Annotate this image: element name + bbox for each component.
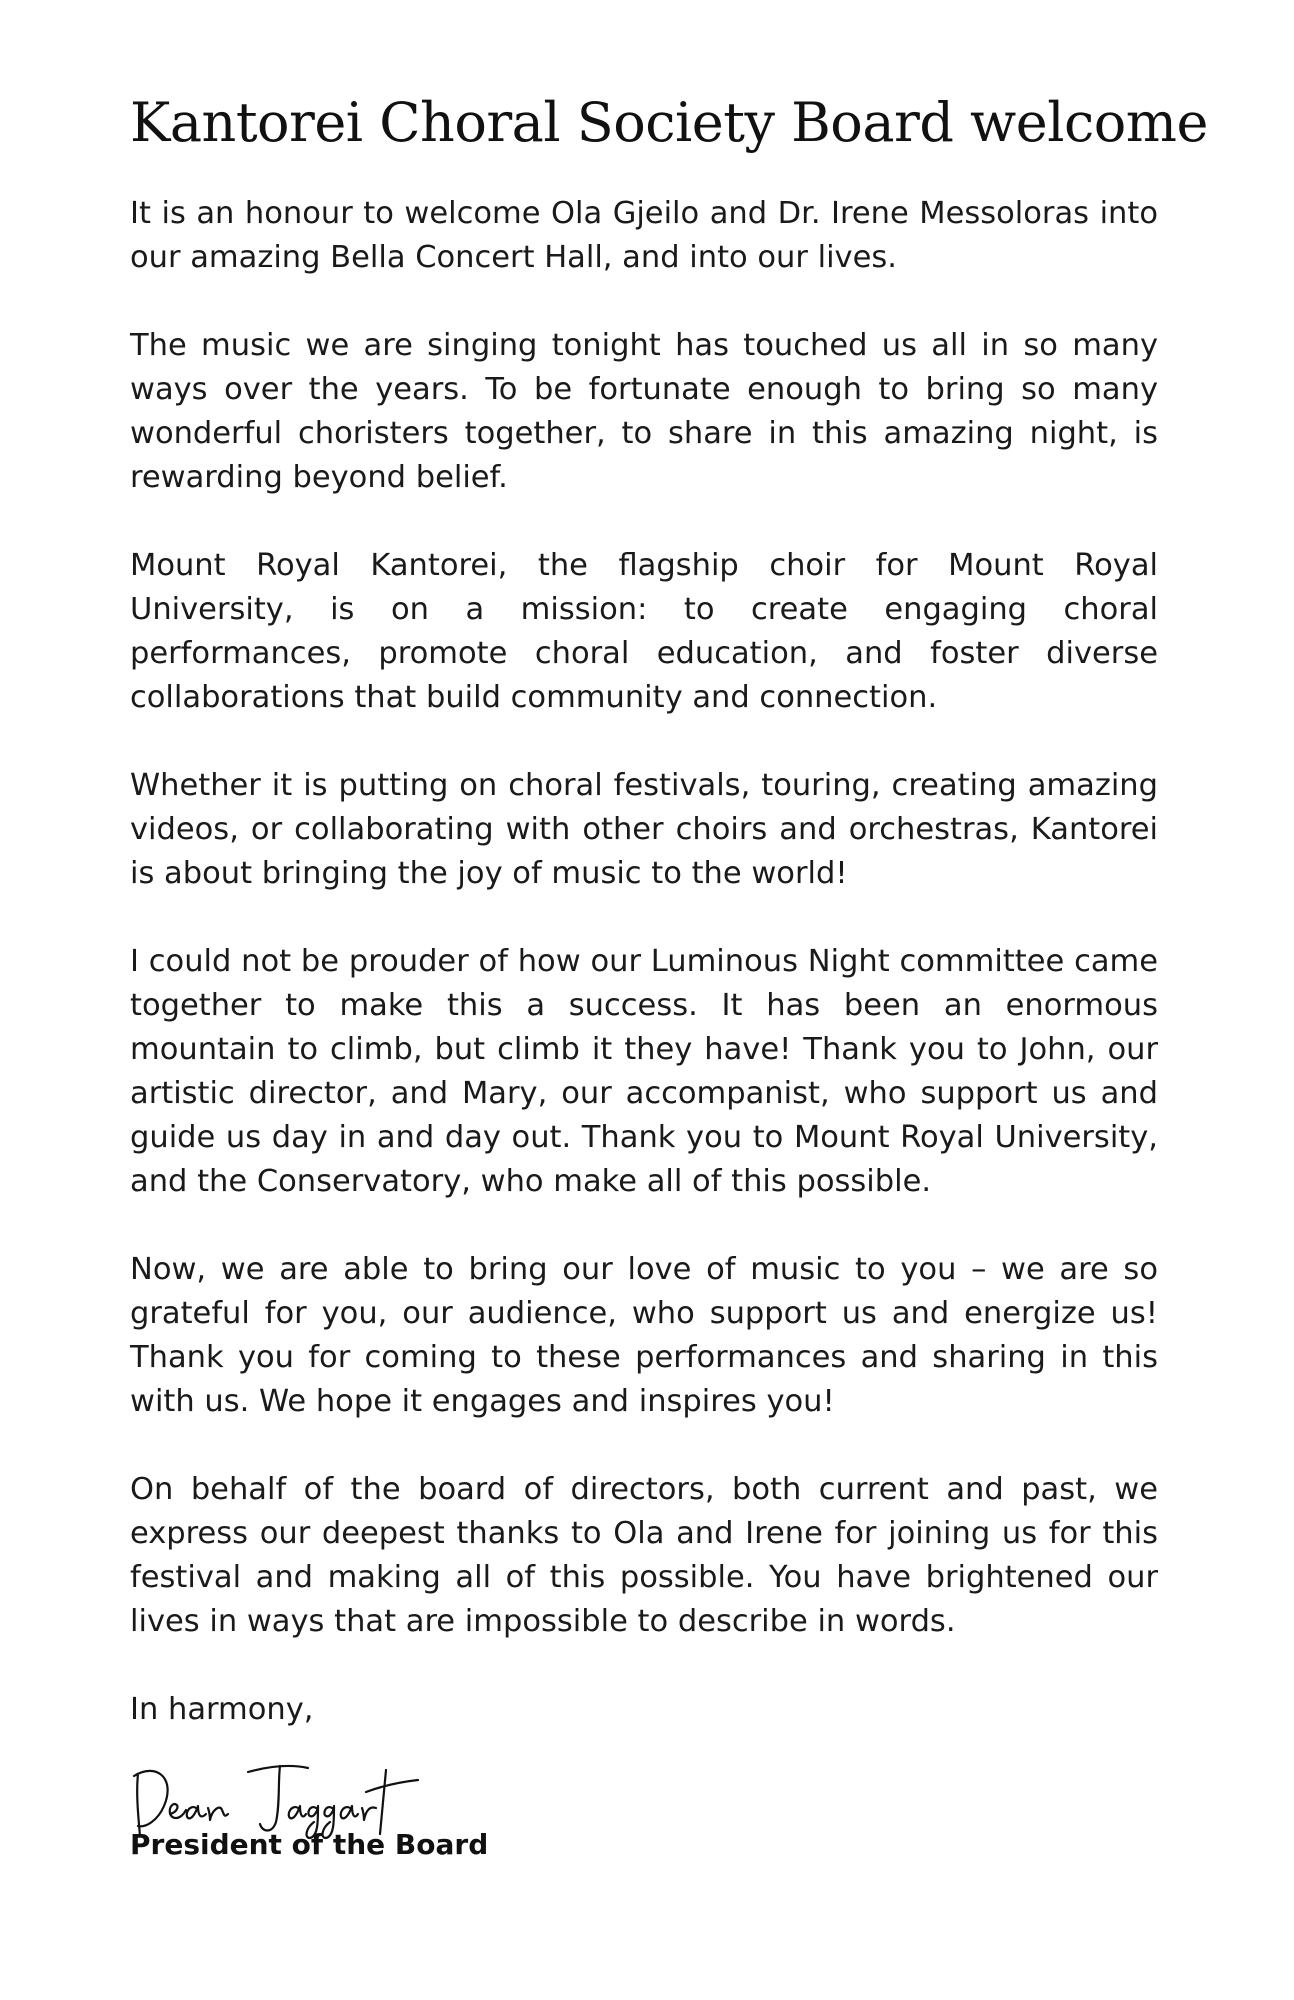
signer-title: President of the Board	[130, 1828, 489, 1862]
paragraph-mission: Mount Royal Kantorei, the flagship choir for Mount Royal University, is on a mission: to create engaging choral performances, promote choral education, and foster diverse collaborations that build community and connection.	[130, 548, 1158, 716]
paragraph-activities: Whether it is putting on choral festivals, touring, creating amazing videos, or collaborating with other choirs and orchestras, Kantorei is about bringing the joy of music to the world!	[130, 768, 1158, 892]
paragraph-audience: Now, we are able to bring our love of music to you – we are so grateful for you, our audience, who support us and energize us! Thank you for coming to these performances and sharing in this with us. We hope it engages and inspires you!	[130, 1252, 1158, 1420]
closing-salutation: In harmony,	[130, 1692, 314, 1728]
letter-page	[130, 91, 1208, 1862]
paragraph-thanks-committee: I could not be prouder of how our Luminous Night committee came together to make this a success. It has been an enormous mountain to climb, but climb it they have! Thank you to John, our artistic director, and Mary, our accompanist, who support us and guide us day in and day out. Thank you to Mount Royal University, and the Conservatory, who make all of this possible.	[130, 944, 1158, 1200]
paragraph-board-thanks: On behalf of the board of directors, both current and past, we express our deepest thanks to Ola and Irene for joining us for this festival and making all of this possible. You have brightened our lives in ways that are impossible to describe in words.	[130, 1472, 1158, 1640]
page-title: Kantorei Choral Society Board welcome	[130, 91, 1208, 154]
paragraph-welcome: It is an honour to welcome Ola Gjeilo and Dr. Irene Messoloras into our amazing Bella Concert Hall, and into our lives.	[130, 196, 1158, 276]
paragraph-music: The music we are singing tonight has touched us all in so many ways over the years. To be fortunate enough to bring so many wonderful choristers together, to share in this amazing night, is rewarding beyond belief.	[130, 328, 1158, 496]
